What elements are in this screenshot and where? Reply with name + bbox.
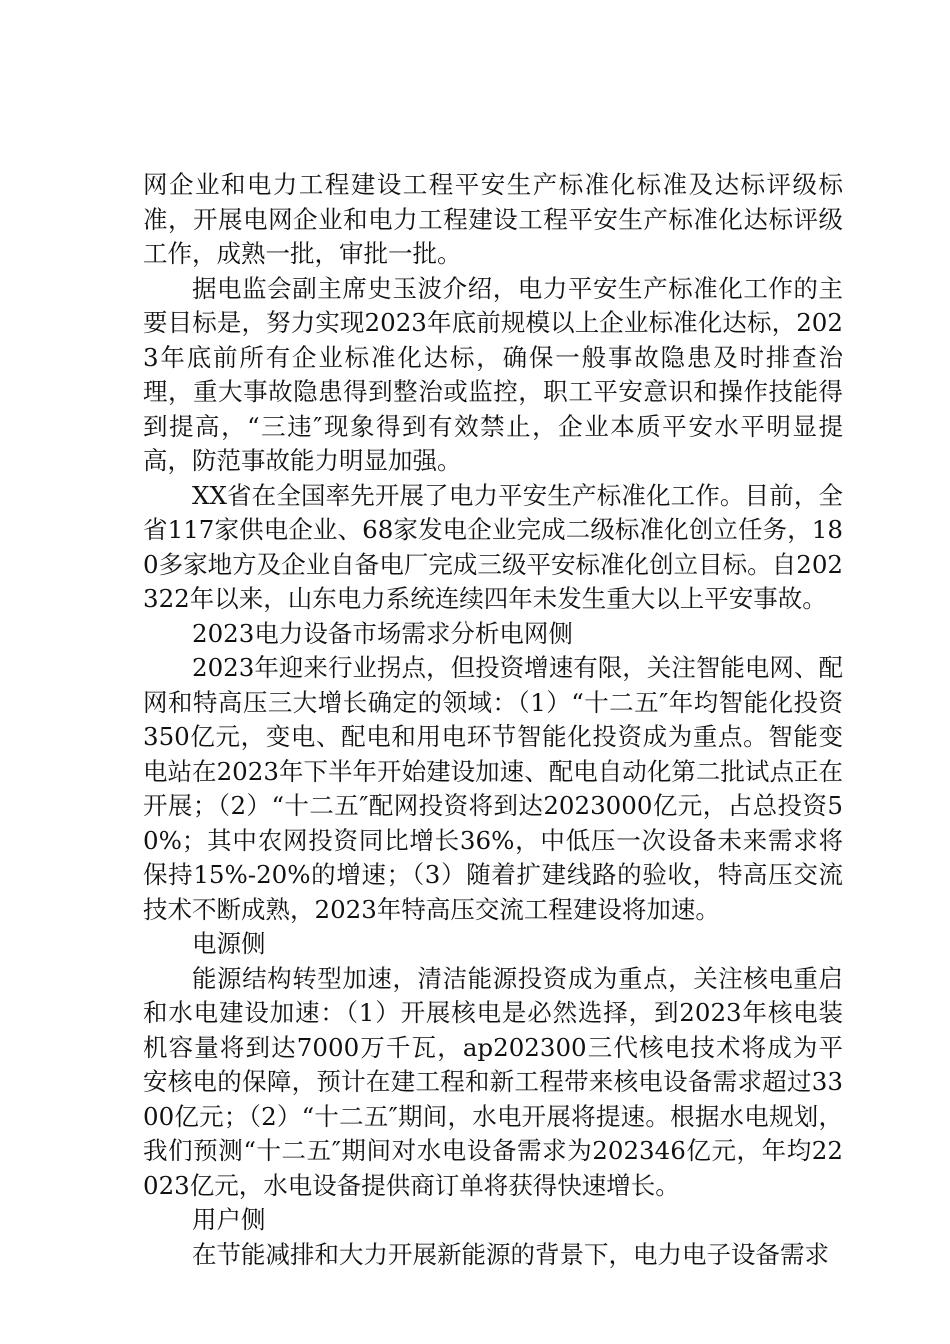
paragraph-continuation: 网企业和电力工程建设工程平安生产标准化标准及达标评级标准，开展电网企业和电力工程建设工程平安生产标准化达标评级工作，成熟一批，审批一批。 bbox=[143, 170, 843, 268]
heading-grid-side: 2023电力设备市场需求分析电网侧 bbox=[192, 618, 573, 648]
paragraph-goals: 据电监会副主席史玉波介绍，电力平安生产标准化工作的主要目标是，努力实现2023年底前规模以上企业标准化达标，2023年底前所有企业标准化达标，确保一般事故隐患及时排查治理，重大事故隐患得到整治或监控，职工平安意识和操作技能得到提高，“三违″现象得到有效禁止，企业本质平安水平明显提高，防范事故能力明显加强。 bbox=[143, 273, 843, 475]
paragraph-province: XX省在全国率先开展了电力平安生产标准化工作。目前，全省117家供电企业、68家发电企业完成二级标准化创立任务，180多家地方及企业自备电厂完成三级平安标准化创立目标。自202322年以来，山东电力系统连续四年未发生重大以上平安事故。 bbox=[143, 480, 843, 613]
paragraph-power-side: 能源结构转型加速，清洁能源投资成为重点，关注核电重启和水电建设加速：（1）开展核电是必然选择，到2023年核电装机容量将到达7000万千瓦，ap202300三代核电技术将成为平安核电的保障，预计在建工程和新工程带来核电设备需求超过3300亿元；（2）“十二五″期间，水电开展将提速。根据水电规划，我们预测“十二五″期间对水电设备需求为202346亿元，年均22023亿元，水电设备提供商订单将获得快速增长。 bbox=[143, 963, 843, 1200]
paragraph-user-side: 在节能减排和大力开展新能源的背景下，电力电子设备需求 bbox=[192, 1239, 829, 1269]
heading-power-side: 电源侧 bbox=[192, 929, 266, 958]
heading-user-side: 用户侧 bbox=[192, 1205, 266, 1234]
document-body bbox=[143, 168, 843, 1272]
paragraph-grid-side: 2023年迎来行业拐点，但投资增速有限，关注智能电网、配网和特高压三大增长确定的领域：（1）“十二五″年均智能化投资350亿元，变电、配电和用电环节智能化投资成为重点。智能变电站在2023年下半年开始建设加速、配电自动化第二批试点正在开展；（2）“十二五″配网投资将到达2023000亿元，占总投资50%；其中农网投资同比增长36%，中低压一次设备未来需求将保持15%-20%的增速；（3）随着扩建线路的验收，特高压交流技术不断成熟，2023年特高压交流工程建设将加速。 bbox=[143, 653, 843, 924]
